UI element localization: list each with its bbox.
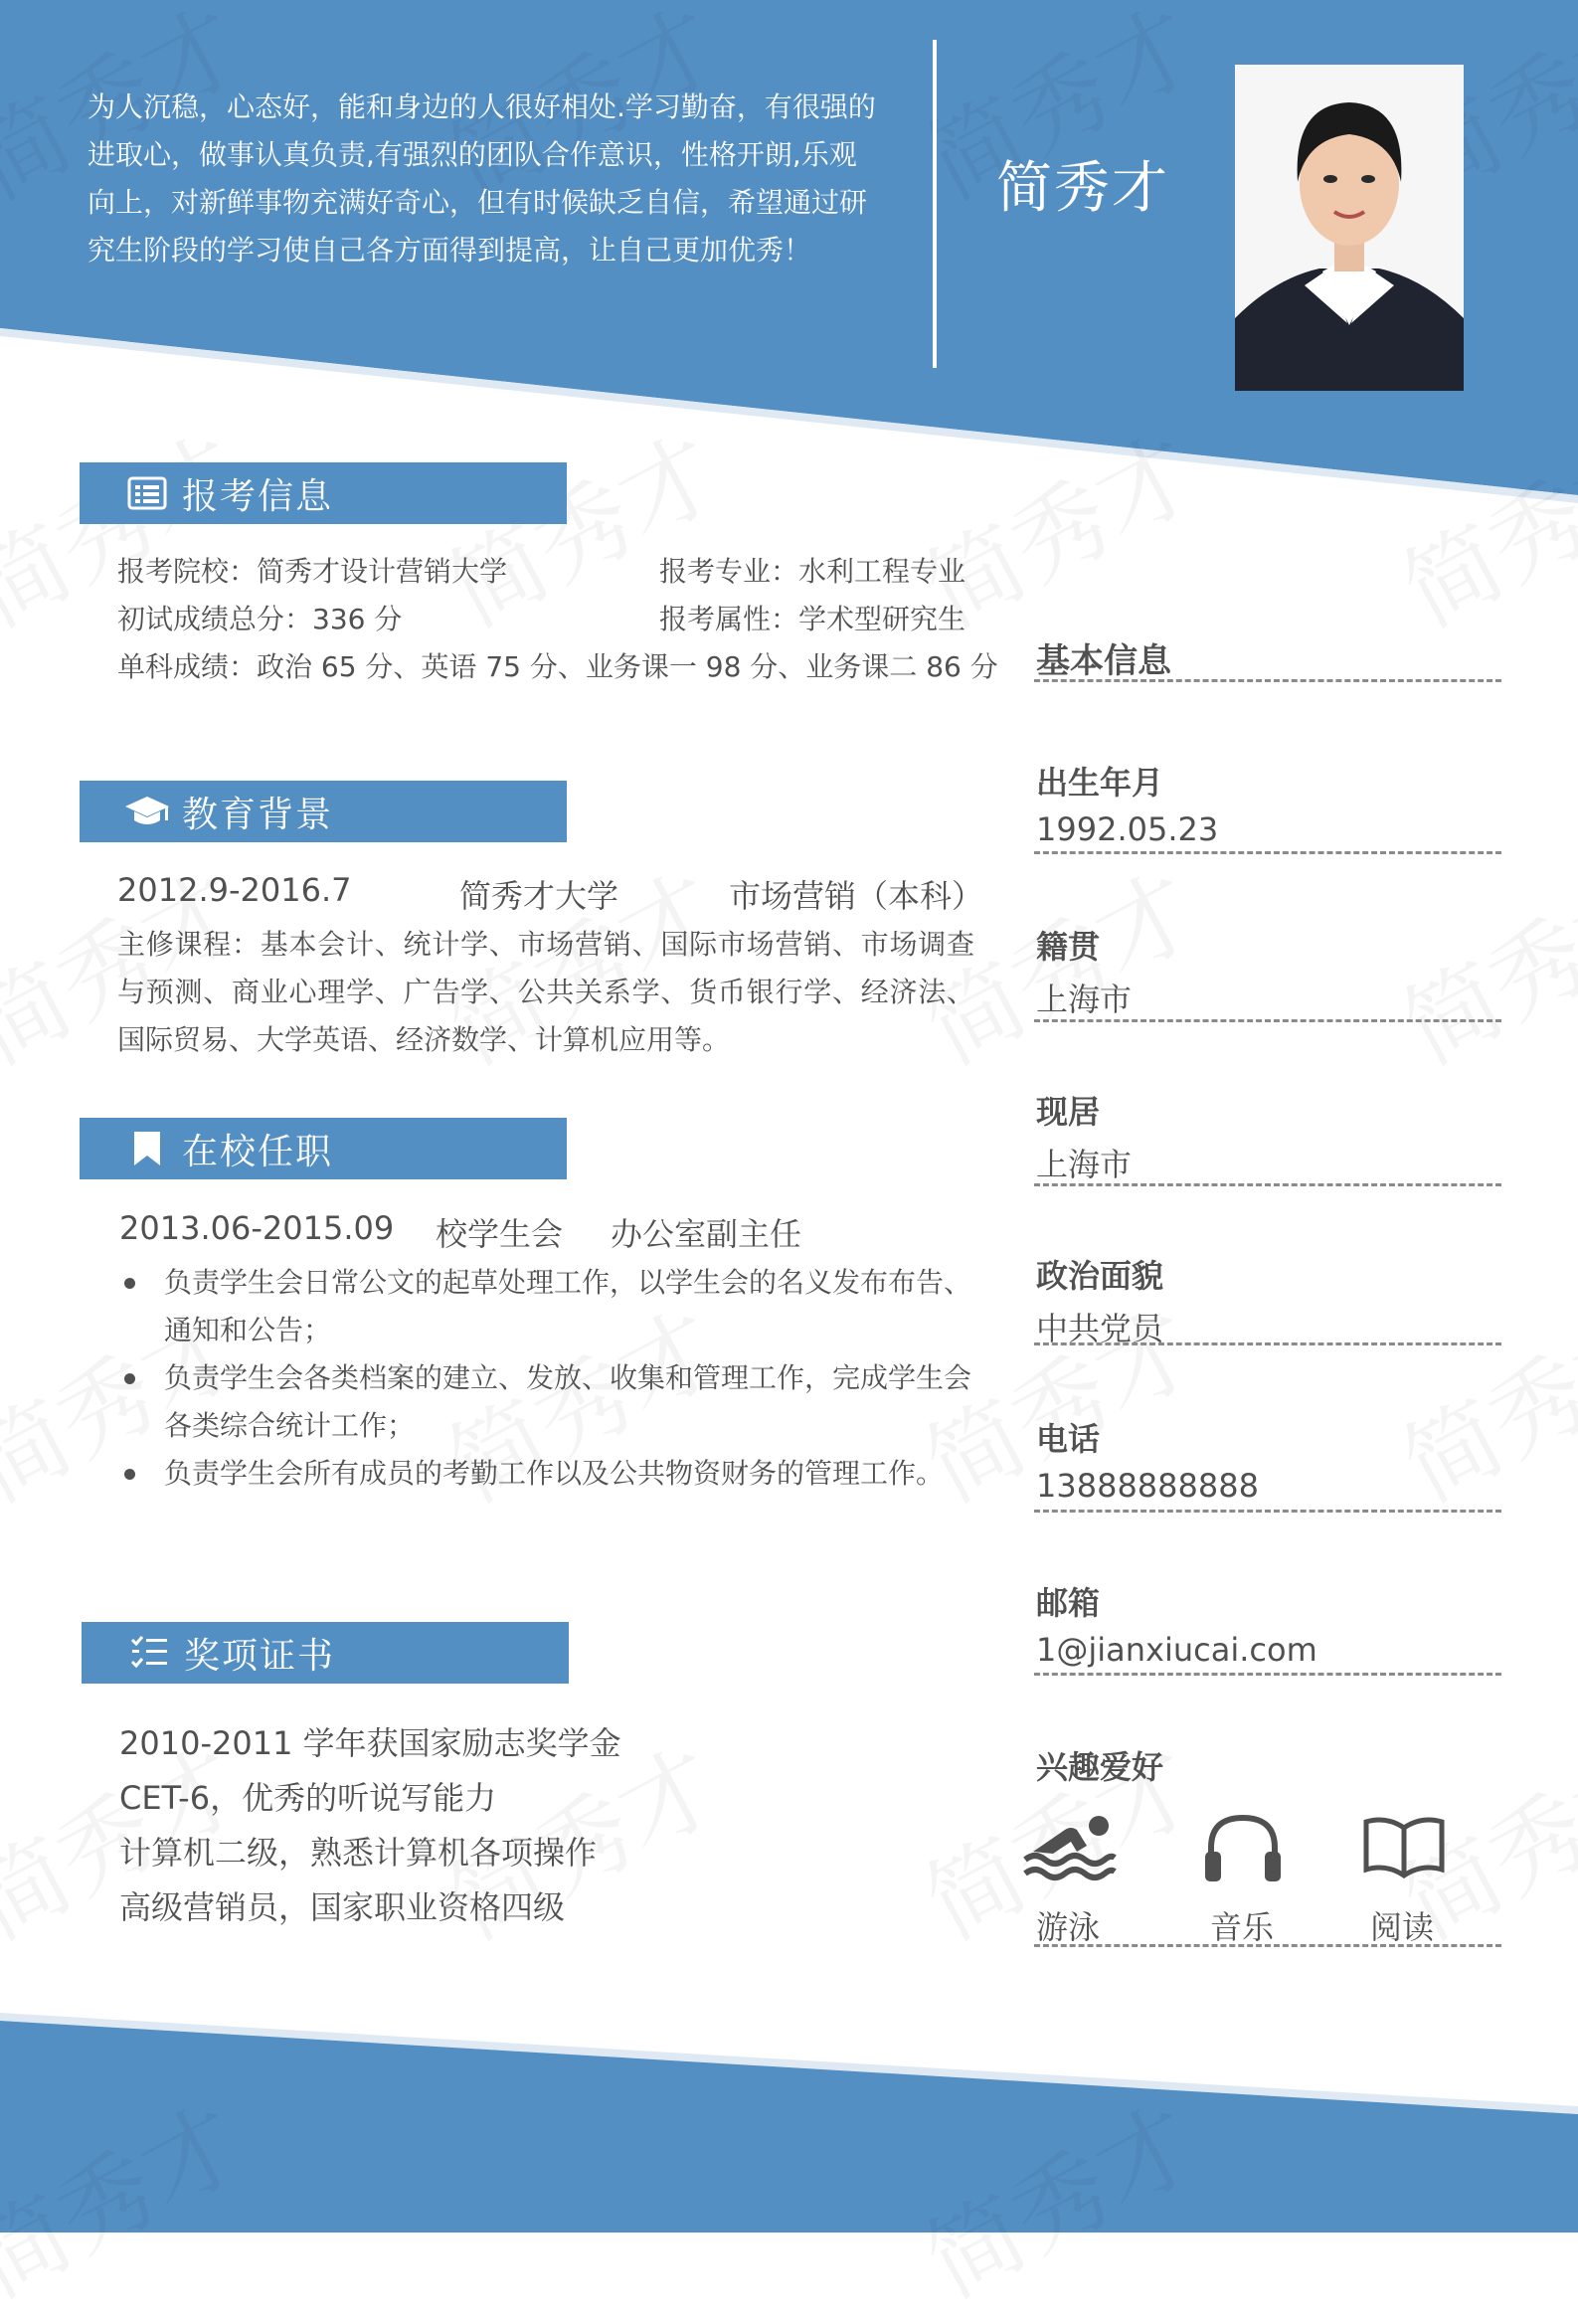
- section-title: 教育背景: [182, 794, 334, 835]
- header-divider: [933, 40, 937, 368]
- education-courses: 主修课程：基本会计、统计学、市场营销、国际市场营销、市场调查与预测、商业心理学、广告学、公共关系学、货币银行学、经济法、国际贸易、大学英语、经济数学、计算机应用等。: [117, 928, 974, 1056]
- award-item: 高级营销员，国家职业资格四级: [119, 1888, 566, 1926]
- list-item: 负责学生会所有成员的考勤工作以及公共物资财务的管理工作。: [119, 1450, 974, 1498]
- divider: [1034, 1019, 1501, 1022]
- award-item: 计算机二级，熟悉计算机各项操作: [119, 1834, 598, 1872]
- award-item: CET-6，优秀的听说写能力: [119, 1779, 497, 1817]
- graduation-cap-icon: [124, 792, 170, 831]
- birth-date-value: 1992.05.23: [1036, 810, 1219, 848]
- duty-list: [119, 1259, 974, 1498]
- divider: [1034, 1342, 1501, 1345]
- divider: [1034, 1673, 1501, 1676]
- field-label: 籍贯: [1036, 928, 1101, 966]
- checklist-icon: [126, 1633, 172, 1673]
- divider: [1034, 1944, 1501, 1947]
- portrait-image: [1235, 65, 1464, 391]
- field-label: 电话: [1036, 1420, 1101, 1458]
- portrait-photo: [1235, 65, 1464, 391]
- education-school: 简秀才大学: [459, 877, 619, 915]
- position-role: 办公室副主任: [611, 1215, 802, 1253]
- list-item: 负责学生会各类档案的建立、发放、收集和管理工作，完成学生会各类综合统计工作；: [119, 1354, 974, 1450]
- section-header-awards: [82, 1622, 569, 1684]
- divider: [1034, 1183, 1501, 1186]
- basic-info-title: 基本信息: [1036, 641, 1171, 681]
- exam-subjects: 单科成绩：政治 65 分、英语 75 分、业务课一 98 分、业务课二 86 分: [117, 650, 998, 683]
- section-title: 奖项证书: [184, 1635, 336, 1677]
- phone-value: 13888888888: [1036, 1467, 1259, 1505]
- education-major: 市场营销（本科）: [729, 877, 984, 915]
- field-label: 出生年月: [1036, 764, 1164, 802]
- section-title: 在校任职: [182, 1131, 334, 1172]
- field-label: 政治面貌: [1036, 1257, 1164, 1295]
- residence-value: 上海市: [1036, 1146, 1133, 1183]
- divider: [1034, 1510, 1501, 1513]
- headphones-icon: [1193, 1808, 1293, 1887]
- section-title: 报考信息: [182, 475, 334, 517]
- award-item: 2010-2011 学年获国家励志奖学金: [119, 1724, 621, 1762]
- position-org: 校学生会: [436, 1215, 564, 1253]
- divider: [1034, 851, 1501, 854]
- exam-type: 报考属性：学术型研究生: [659, 603, 966, 635]
- section-header-education: [80, 781, 567, 842]
- field-label: 邮箱: [1036, 1584, 1101, 1622]
- divider: [1034, 679, 1501, 682]
- hobby-label: 阅读: [1370, 1908, 1435, 1946]
- section-header-exam: [80, 462, 567, 524]
- hometown-value: 上海市: [1036, 981, 1133, 1018]
- hobby-label: 游泳: [1036, 1908, 1101, 1946]
- exam-school: 报考院校：简秀才设计营销大学: [117, 555, 508, 588]
- position-period: 2013.06-2015.09: [119, 1209, 395, 1247]
- email-value: 1@jianxiucai.com: [1036, 1631, 1317, 1669]
- section-header-positions: [80, 1118, 567, 1179]
- hobby-label: 音乐: [1210, 1908, 1275, 1946]
- field-label: 现居: [1036, 1093, 1101, 1131]
- bookmark-icon: [124, 1129, 170, 1168]
- swimming-icon: [1019, 1808, 1119, 1887]
- self-introduction: 为人沉稳，心态好，能和身边的人很好相处.学习勤奋，有很强的进取心，做事认真负责,有强烈的团队合作意识，性格开朗,乐观向上，对新鲜事物充满好奇心，但有时候缺乏自信，希望通过研究生阶段的学习使自己各方面得到提高，让自己更加优秀！: [88, 90, 876, 267]
- education-period: 2012.9-2016.7: [117, 871, 352, 909]
- hobbies-title: 兴趣爱好: [1036, 1748, 1164, 1786]
- book-icon: [1354, 1808, 1454, 1887]
- political-status-value: 中共党员: [1036, 1310, 1164, 1347]
- exam-score: 初试成绩总分：336 分: [117, 603, 403, 635]
- footer-band: [0, 2021, 1578, 2233]
- candidate-name: 简秀才: [996, 156, 1169, 221]
- list-icon: [124, 473, 170, 513]
- list-item: 负责学生会日常公文的起草处理工作，以学生会的名义发布布告、通知和公告；: [119, 1259, 974, 1354]
- exam-major: 报考专业：水利工程专业: [659, 555, 966, 588]
